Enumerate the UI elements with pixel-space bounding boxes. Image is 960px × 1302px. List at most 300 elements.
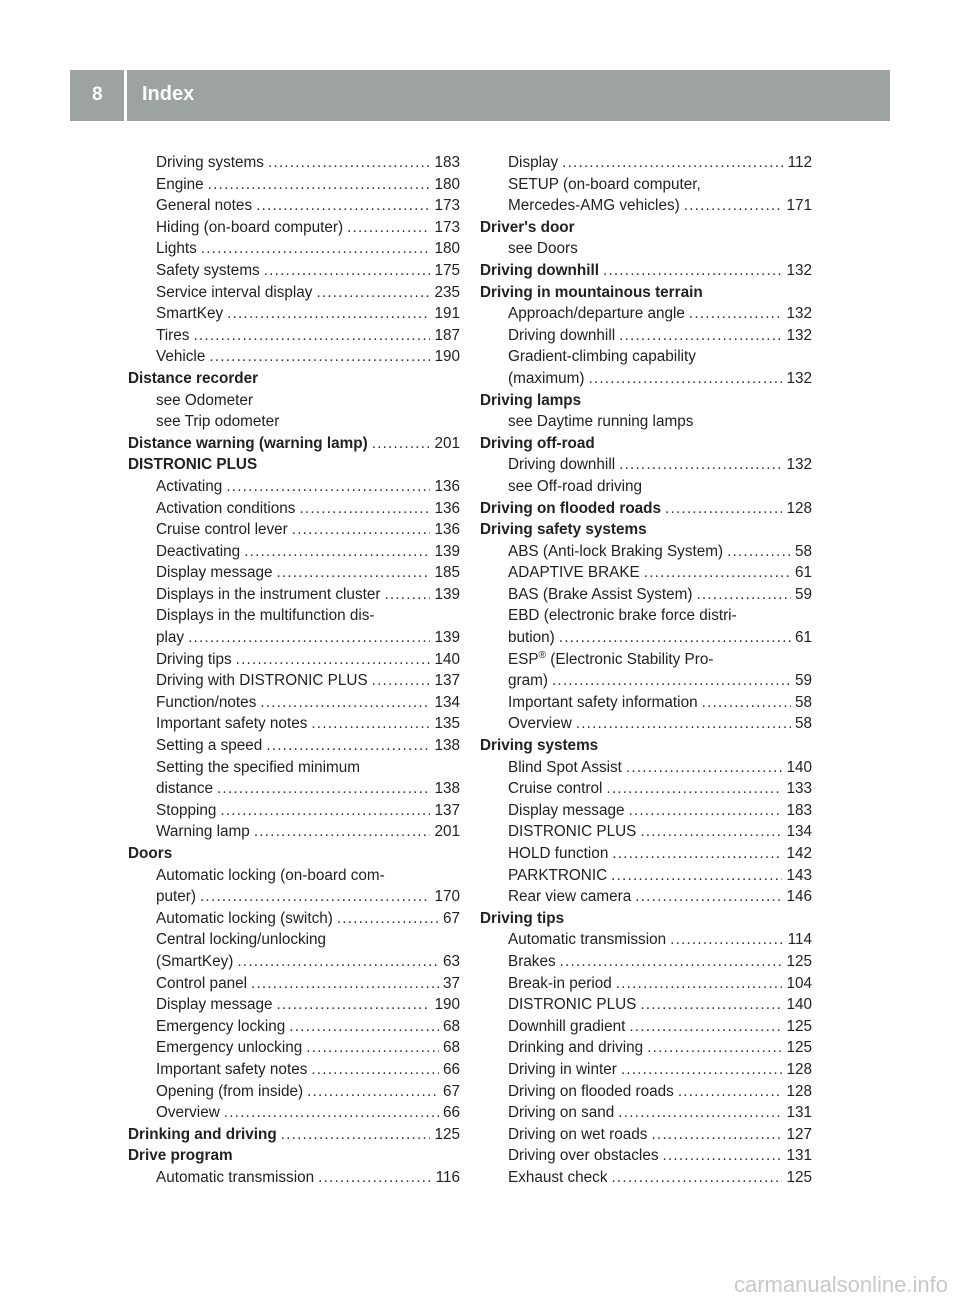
entry-text: Warning lamp <box>156 823 250 841</box>
page-ref[interactable]: 66 <box>442 1104 460 1122</box>
entry-text: Driver's door <box>480 218 575 236</box>
entry-text: Emergency locking <box>156 1017 286 1035</box>
entry-text: distance <box>156 780 213 798</box>
dot-leader <box>292 519 431 541</box>
index-entry <box>480 1059 812 1081</box>
index-entry <box>128 195 460 217</box>
entry-text: Driving off-road <box>480 434 595 452</box>
page-ref[interactable]: 67 <box>442 1082 460 1100</box>
page-ref[interactable]: 139 <box>434 542 460 560</box>
page-ref[interactable]: 134 <box>786 823 812 841</box>
header-divider <box>124 70 127 121</box>
index-entry <box>480 1145 812 1167</box>
page-ref[interactable]: 139 <box>434 585 460 603</box>
entry-text: see Daytime running lamps <box>508 413 694 431</box>
dot-leader <box>559 627 791 649</box>
index-entry <box>128 238 460 260</box>
entry-text: Driving over obstacles <box>508 1147 659 1165</box>
index-entry <box>128 951 460 973</box>
dot-leader <box>307 1081 439 1103</box>
index-entry <box>480 713 812 735</box>
index-entry <box>128 821 460 843</box>
entry-text: Break-in period <box>508 974 612 992</box>
entry-text: Important safety notes <box>156 1060 308 1078</box>
index-entry <box>480 346 812 368</box>
dot-leader <box>244 541 430 563</box>
dot-leader <box>227 303 430 325</box>
dot-leader <box>311 713 430 735</box>
page-ref[interactable]: 61 <box>794 629 812 647</box>
entry-text: Distance warning (warning lamp) <box>128 434 368 452</box>
dot-leader <box>276 562 430 584</box>
entry-text: Gradient-climbing capability <box>508 348 696 366</box>
watermark: carmanualsonline.info <box>733 1272 948 1297</box>
dot-leader <box>236 649 431 671</box>
entry-text: Stopping <box>156 801 217 819</box>
index-entry <box>480 1167 812 1189</box>
index-heading <box>128 433 460 455</box>
entry-text: see Trip odometer <box>156 413 280 431</box>
index-entry <box>480 605 812 627</box>
entry-text: (SmartKey) <box>156 952 234 970</box>
page-ref[interactable]: 68 <box>442 1017 460 1035</box>
entry-text: DISTRONIC PLUS <box>508 823 637 841</box>
page-ref[interactable]: 37 <box>442 974 460 992</box>
page-ref[interactable]: 170 <box>434 888 460 906</box>
index-entry <box>480 174 812 196</box>
entry-text: BAS (Brake Assist System) <box>508 585 693 603</box>
index-entry <box>128 584 460 606</box>
index-entry <box>480 1037 812 1059</box>
page-ref[interactable]: 58 <box>794 693 812 711</box>
page-ref[interactable]: 127 <box>786 1125 812 1143</box>
entry-text: gram) <box>508 672 548 690</box>
index-entry <box>128 346 460 368</box>
index-entry <box>128 498 460 520</box>
page-ref[interactable]: 136 <box>434 499 460 517</box>
entry-text: Control panel <box>156 974 247 992</box>
entry-text: Driving tips <box>156 650 232 668</box>
page-ref[interactable]: 180 <box>434 240 460 258</box>
entry-text: Hiding (on-board computer) <box>156 218 344 236</box>
page-number: 8 <box>92 84 103 105</box>
index-entry <box>480 325 812 347</box>
entry-text: SmartKey <box>156 305 224 323</box>
index-entry <box>480 238 812 260</box>
index-entry <box>128 1059 460 1081</box>
index-entry <box>128 627 460 649</box>
page-ref[interactable]: 137 <box>434 672 460 690</box>
dot-leader <box>696 584 791 606</box>
index-entry <box>128 994 460 1016</box>
dot-leader <box>665 498 782 520</box>
entry-text: Tires <box>156 326 190 344</box>
dot-leader <box>306 1037 439 1059</box>
dot-leader <box>619 325 782 347</box>
dot-leader <box>281 1124 431 1146</box>
dot-leader <box>289 1016 439 1038</box>
dot-leader <box>266 735 430 757</box>
index-entry <box>480 757 812 779</box>
entry-text: Driving downhill <box>480 261 599 279</box>
index-entry <box>480 865 812 887</box>
dot-leader <box>616 973 783 995</box>
index-entry <box>480 562 812 584</box>
index-entry <box>480 1124 812 1146</box>
entry-text: Display <box>508 154 559 171</box>
page-ref[interactable]: 132 <box>786 305 812 323</box>
entry-text: Cruise control lever <box>156 521 288 539</box>
entry-text: Rear view camera <box>508 888 632 906</box>
entry-text: Automatic locking (on-board com- <box>156 866 385 884</box>
index-entry <box>480 649 812 671</box>
dot-leader <box>188 627 430 649</box>
dot-leader <box>268 152 431 174</box>
index-entry <box>480 800 812 822</box>
page-ref[interactable]: 63 <box>442 952 460 970</box>
page-ref[interactable]: 171 <box>786 197 812 215</box>
dot-leader <box>311 1059 439 1081</box>
dot-leader <box>552 670 791 692</box>
page-ref[interactable]: 132 <box>786 456 812 474</box>
page-ref[interactable]: 104 <box>786 974 812 992</box>
dot-leader <box>640 994 782 1016</box>
index-entry <box>128 865 460 887</box>
entry-text: Driving downhill <box>508 326 616 344</box>
section-title: Index <box>142 83 195 105</box>
page-ref[interactable]: 131 <box>786 1104 812 1122</box>
entry-text: Important safety notes <box>156 715 308 733</box>
entry-text: Important safety information <box>508 693 698 711</box>
entry-text: Vehicle <box>156 348 206 366</box>
index-entry <box>128 973 460 995</box>
dot-leader <box>299 498 430 520</box>
entry-text: Mercedes-AMG vehicles) <box>508 197 680 215</box>
index-entry <box>128 519 460 541</box>
dot-leader <box>372 433 431 455</box>
page-ref[interactable]: 180 <box>434 175 460 193</box>
page-ref[interactable]: 67 <box>442 909 460 927</box>
entry-text: puter) <box>156 888 196 906</box>
page-ref[interactable]: 131 <box>786 1147 812 1165</box>
dot-leader <box>316 282 430 304</box>
index-heading <box>480 260 812 282</box>
dot-leader <box>611 1167 782 1189</box>
page-ref[interactable]: 190 <box>434 348 460 366</box>
index-entry <box>480 195 812 217</box>
page-ref[interactable]: 190 <box>434 996 460 1014</box>
index-heading <box>128 454 460 476</box>
page-ref[interactable]: 140 <box>786 996 812 1014</box>
index-entry <box>480 670 812 692</box>
index-entry <box>480 886 812 908</box>
dot-leader <box>662 1145 782 1167</box>
page-ref[interactable]: 137 <box>434 801 460 819</box>
page-ref[interactable]: 112 <box>787 154 812 171</box>
index-entry <box>128 800 460 822</box>
entry-text: Driving on flooded roads <box>508 1082 674 1100</box>
entry-text: Automatic transmission <box>156 1168 315 1186</box>
entry-text: Activation conditions <box>156 499 296 517</box>
dot-leader <box>619 454 782 476</box>
index-entry <box>128 929 460 951</box>
dot-leader <box>618 1102 782 1124</box>
dot-leader <box>640 821 782 843</box>
page-ref[interactable]: 201 <box>434 823 460 841</box>
index-heading <box>128 368 460 390</box>
entry-text: Display message <box>508 801 625 819</box>
entry-text: HOLD function <box>508 845 609 862</box>
index-entry <box>128 757 460 779</box>
entry-text: Emergency unlocking <box>156 1039 303 1057</box>
dot-leader <box>612 843 782 865</box>
entry-text: Drinking and driving <box>128 1125 277 1143</box>
index-entry <box>128 1102 460 1124</box>
index-heading <box>128 1145 460 1167</box>
dot-leader <box>644 562 791 584</box>
entry-text: General notes <box>156 197 253 215</box>
page-ref[interactable]: 68 <box>442 1039 460 1057</box>
entry-text: Overview <box>508 715 572 733</box>
index-entry <box>480 541 812 563</box>
index-entry <box>480 454 812 476</box>
page-ref[interactable]: 61 <box>794 564 812 582</box>
entry-text: Brakes <box>508 952 556 970</box>
page-ref[interactable]: 138 <box>434 780 460 798</box>
index-heading <box>480 217 812 239</box>
page-ref[interactable]: 235 <box>434 283 460 301</box>
page-ref[interactable]: 125 <box>786 1017 812 1035</box>
entry-text: Cruise control <box>508 780 603 798</box>
entry-text: DISTRONIC PLUS <box>128 456 258 474</box>
dot-leader <box>208 174 431 196</box>
page-ref[interactable]: 136 <box>434 521 460 539</box>
dot-leader <box>226 476 430 498</box>
dot-leader <box>635 886 782 908</box>
entry-text: ESP® (Electronic Stability Pro- <box>508 649 714 668</box>
page-ref[interactable]: 66 <box>442 1060 460 1078</box>
index-heading <box>480 433 812 455</box>
page-ref[interactable]: 175 <box>434 261 460 279</box>
entry-text: PARKTRONIC <box>508 866 608 884</box>
page-ref[interactable]: 143 <box>786 866 812 884</box>
index-entry <box>480 821 812 843</box>
page-ref[interactable]: 132 <box>786 261 812 279</box>
dot-leader <box>217 778 430 800</box>
page-ref[interactable]: 173 <box>434 197 460 215</box>
entry-text: Display message <box>156 564 273 582</box>
page-ref[interactable]: 191 <box>434 305 460 323</box>
entry-text: Driving systems <box>480 737 599 755</box>
dot-leader <box>318 1167 431 1189</box>
entry-text: Doors <box>128 845 173 862</box>
page-ref[interactable]: 114 <box>787 931 812 949</box>
dot-leader <box>702 692 791 714</box>
index-entry <box>128 282 460 304</box>
index-entry <box>480 1102 812 1124</box>
index-heading <box>128 1124 460 1146</box>
dot-leader <box>621 1059 783 1081</box>
entry-text: Driving in mountainous terrain <box>480 283 703 301</box>
page-ref[interactable]: 58 <box>794 542 812 560</box>
entry-text: Distance recorder <box>128 369 259 387</box>
index-heading <box>128 843 460 865</box>
index-entry <box>128 411 460 433</box>
index-entry <box>480 951 812 973</box>
entry-text: Displays in the multifunction dis- <box>156 607 375 625</box>
entry-text: play <box>156 629 185 647</box>
page-ref[interactable]: 201 <box>434 434 460 452</box>
entry-text: Drinking and driving <box>508 1039 644 1057</box>
page-ref[interactable]: 140 <box>786 758 812 776</box>
entry-text: see Odometer <box>156 391 253 409</box>
index-entry <box>128 260 460 282</box>
entry-text: Engine <box>156 175 204 193</box>
dot-leader <box>347 217 430 239</box>
index-entry <box>128 1081 460 1103</box>
dot-leader <box>201 238 431 260</box>
page-ref[interactable]: 116 <box>435 1168 460 1186</box>
page-ref[interactable]: 134 <box>434 693 460 711</box>
entry-text: ADAPTIVE BRAKE <box>508 564 640 582</box>
index-entry <box>480 411 812 433</box>
page-ref[interactable]: 128 <box>786 1060 812 1078</box>
entry-text: Overview <box>156 1104 220 1122</box>
page-ref[interactable]: 133 <box>786 780 812 798</box>
page-ref[interactable]: 183 <box>786 801 812 819</box>
entry-text: Approach/departure angle <box>508 305 685 323</box>
entry-text: Central locking/unlocking <box>156 931 327 949</box>
index-entry <box>128 1037 460 1059</box>
dot-leader <box>264 260 431 282</box>
index-entry <box>480 627 812 649</box>
index-entry <box>128 217 460 239</box>
dot-leader <box>193 325 430 347</box>
page-ref[interactable]: 132 <box>786 369 812 387</box>
index-entry <box>128 670 460 692</box>
index-entry <box>128 649 460 671</box>
dot-leader <box>689 303 783 325</box>
index-entry <box>128 908 460 930</box>
page-ref[interactable]: 142 <box>786 845 812 862</box>
page-ref[interactable]: 125 <box>786 952 812 970</box>
index-entry <box>480 1016 812 1038</box>
dot-leader <box>260 692 430 714</box>
index-entry <box>128 1016 460 1038</box>
index-column-left <box>128 152 460 1189</box>
index-entry <box>128 541 460 563</box>
index-entry <box>128 476 460 498</box>
entry-text: Driving tips <box>480 909 565 927</box>
page-ref[interactable]: 135 <box>434 715 460 733</box>
entry-text: Displays in the instrument cluster <box>156 585 381 603</box>
entry-text: Driving with DISTRONIC PLUS <box>156 672 368 690</box>
index-heading <box>480 282 812 304</box>
index-entry <box>128 325 460 347</box>
entry-text: (maximum) <box>508 369 585 387</box>
dot-leader <box>200 886 431 908</box>
page-ref[interactable]: 59 <box>794 672 812 690</box>
page-ref[interactable]: 136 <box>434 477 460 495</box>
index-entry <box>128 605 460 627</box>
dot-leader <box>562 152 783 174</box>
index-entry <box>480 778 812 800</box>
index-entry <box>480 692 812 714</box>
page-ref[interactable]: 146 <box>786 888 812 906</box>
page-ref[interactable]: 128 <box>786 499 812 517</box>
dot-leader <box>237 951 439 973</box>
page-ref[interactable]: 125 <box>786 1168 812 1186</box>
dot-leader <box>337 908 439 930</box>
page-ref[interactable]: 132 <box>786 326 812 344</box>
index-entry <box>480 584 812 606</box>
page-ref[interactable]: 125 <box>434 1125 460 1143</box>
page-ref[interactable]: 125 <box>786 1039 812 1057</box>
dot-leader <box>670 929 783 951</box>
index-heading <box>480 498 812 520</box>
entry-text: EBD (electronic brake force distri- <box>508 607 737 625</box>
page-ref[interactable]: 58 <box>794 715 812 733</box>
dot-leader <box>678 1081 783 1103</box>
page-ref[interactable]: 185 <box>434 564 460 582</box>
index-entry <box>480 303 812 325</box>
dot-leader <box>727 541 791 563</box>
index-entry <box>128 778 460 800</box>
index-entry <box>128 562 460 584</box>
entry-text: Driving safety systems <box>480 521 647 539</box>
index-heading <box>480 519 812 541</box>
entry-text: see Off-road driving <box>508 477 643 495</box>
dot-leader <box>684 195 783 217</box>
index-entry <box>128 735 460 757</box>
page-header <box>70 70 890 121</box>
index-entry <box>128 303 460 325</box>
entry-text: Setting the specified minimum <box>156 758 361 776</box>
page-ref[interactable]: 139 <box>434 629 460 647</box>
entry-text: bution) <box>508 629 555 647</box>
index-entry <box>128 886 460 908</box>
index-heading <box>480 908 812 930</box>
dot-leader <box>224 1102 439 1124</box>
entry-text: Activating <box>156 477 223 495</box>
entry-text: Exhaust check <box>508 1168 608 1186</box>
index-column-right <box>480 152 812 1189</box>
page-ref[interactable]: 138 <box>434 737 460 755</box>
page-ref[interactable]: 173 <box>434 218 460 236</box>
entry-text: Driving in winter <box>508 1060 617 1078</box>
entry-text: Driving on wet roads <box>508 1125 648 1143</box>
entry-text: see Doors <box>508 240 578 258</box>
dot-leader <box>256 195 430 217</box>
entry-text: Downhill gradient <box>508 1017 626 1035</box>
page-ref[interactable]: 128 <box>786 1082 812 1100</box>
dot-leader <box>611 865 782 887</box>
index-entry <box>128 390 460 412</box>
page-ref[interactable]: 140 <box>434 650 460 668</box>
dot-leader <box>629 1016 782 1038</box>
dot-leader <box>647 1037 782 1059</box>
page-ref[interactable]: 59 <box>794 585 812 603</box>
page-ref[interactable]: 183 <box>434 154 460 171</box>
index-entry <box>480 368 812 390</box>
entry-text: Automatic locking (switch) <box>156 909 333 927</box>
dot-leader <box>276 994 430 1016</box>
page-ref[interactable]: 187 <box>434 326 460 344</box>
index-entry <box>480 929 812 951</box>
dot-leader <box>254 821 431 843</box>
entry-text: Opening (from inside) <box>156 1082 304 1100</box>
index-entry <box>480 1081 812 1103</box>
